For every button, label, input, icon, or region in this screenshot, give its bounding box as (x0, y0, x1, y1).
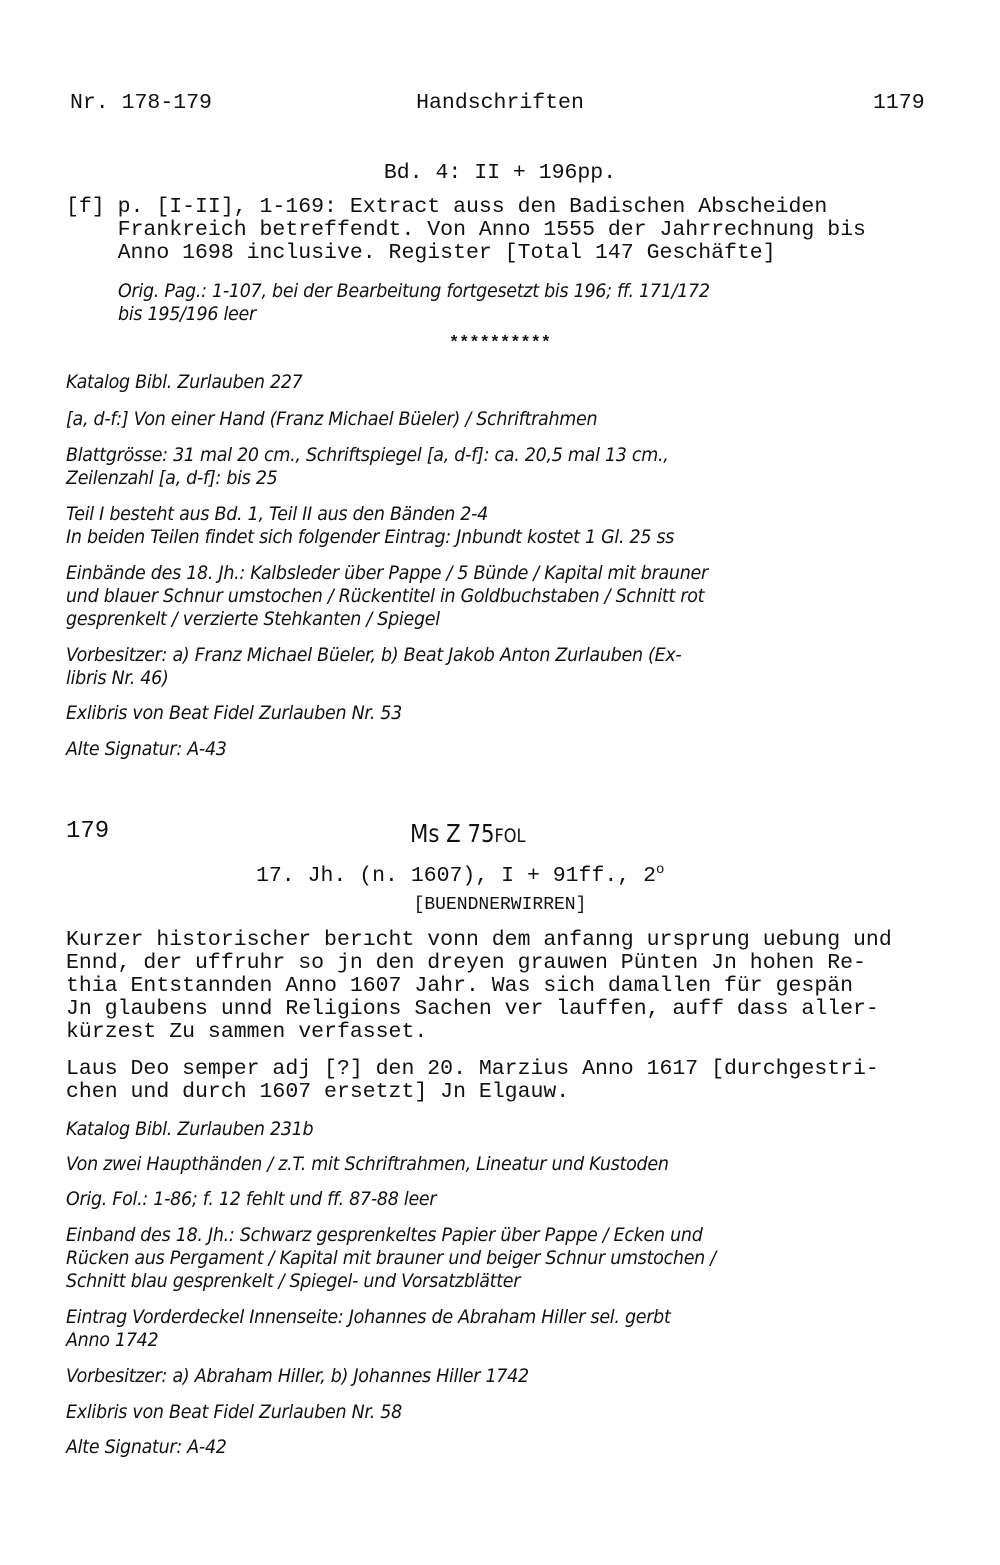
text-line: Frankreich betreffendt. Von Anno 1555 der Jahrrechnung bis (66, 218, 866, 242)
text-line: Anno 1742 (66, 1329, 159, 1351)
text-line: gesprenkelt / verzierte Stehkanten / Spiegel (66, 608, 440, 630)
text-line: Anno 1698 inclusive. Register [Total 147 Geschäfte] (66, 241, 776, 265)
shelfmark (410, 819, 526, 848)
text-line: Kurzer historischer berıcht vonn dem anfanng ursprung uebung und (66, 928, 892, 952)
text-line: Alte Signatur: A-42 (66, 1436, 227, 1458)
text-line: Vorbesitzer: a) Abraham Hiller, b) Johannes Hiller 1742 (66, 1365, 529, 1387)
text-line: kürzest Zu sammen verfasset. (66, 1020, 428, 1044)
header-section-number: Nr. 178-179 (70, 91, 212, 115)
text-line: Rücken aus Pergament / Kapital mit brauner und beiger Schnur umstochen / (66, 1247, 716, 1269)
shelfmark-format: FOL (494, 825, 526, 847)
separator-stars: ********** (448, 334, 552, 353)
text-line: libris Nr. 46) (66, 667, 169, 689)
text-line: chen und durch 1607 ersetzt] Jn Elgauw. (66, 1080, 570, 1104)
shelfmark-text: Ms Z 75 (410, 819, 495, 848)
dating-line (256, 859, 664, 888)
text-line: Laus Deo semper adj [?] den 20. Marzius Anno 1617 [durchgestri- (66, 1057, 879, 1081)
text-line: Schnitt blau gesprenkelt / Spiegel- und Vorsatzblätter (66, 1270, 521, 1292)
text-line: [a, d-f:] Von einer Hand (Franz Michael Büeler) / Schriftrahmen (66, 408, 598, 430)
text-line: Eintrag Vorderdeckel Innenseite: Johannes de Abraham Hiller sel. gerbt (66, 1306, 671, 1328)
text-line: [f] p. [I-II], 1-169: Extract auss den Badischen Abscheiden (66, 195, 828, 219)
text-line: Ennd, der uffruhr so jn den dreyen grauwen Pünten Jn hohen Re- (66, 951, 866, 975)
format-superscript: o (655, 862, 665, 878)
text-line: Katalog Bibl. Zurlauben 231b (66, 1118, 314, 1140)
text-line: Orig. Pag.: 1-107, bei der Bearbeitung fortgesetzt bis 196; ff. 171/172 (118, 280, 710, 302)
header-title: Handschriften (416, 91, 584, 115)
text-line: Exlibris von Beat Fidel Zurlauben Nr. 58 (66, 1401, 402, 1423)
text-line: In beiden Teilen findet sich folgender Eintrag: Jnbundt kostet 1 Gl. 25 ss (66, 526, 675, 548)
header-page-number: 1179 (873, 91, 925, 115)
text-line: Einbände des 18. Jh.: Kalbsleder über Pappe / 5 Bünde / Kapital mit brauner (66, 562, 708, 584)
text-line: Orig. Fol.: 1-86; f. 12 fehlt und ff. 87-88 leer (66, 1188, 437, 1210)
text-line: Einband des 18. Jh.: Schwarz gesprenkeltes Papier über Pappe / Ecken und (66, 1224, 703, 1246)
text-line: Alte Signatur: A-43 (66, 738, 227, 760)
text-line: Exlibris von Beat Fidel Zurlauben Nr. 53 (66, 702, 402, 724)
text-line: Von zwei Haupthänden / z.T. mit Schriftrahmen, Lineatur und Kustoden (66, 1153, 669, 1175)
text-line: Vorbesitzer: a) Franz Michael Büeler, b) Beat Jakob Anton Zurlauben (Ex- (66, 644, 682, 666)
text-line: Teil I besteht aus Bd. 1, Teil II aus den Bänden 2-4 (66, 503, 489, 525)
volume-heading: Bd. 4: II + 196pp. (383, 161, 617, 185)
text-line: thia Entstannden Anno 1607 Jahr. Was sich damallen für gespän (66, 974, 854, 998)
text-line: und blauer Schnur umstochen / Rückentitel in Goldbuchstaben / Schnitt rot (66, 585, 705, 607)
text-line: Jn glaubens unnd Religions Sachen ver lauffen, auff dass aller- (66, 997, 879, 1021)
text-line: Zeilenzahl [a, d-f]: bis 25 (66, 467, 278, 489)
dating-text: 17. Jh. (n. 1607), I + 91ff., 2 (256, 864, 656, 889)
entry-number: 179 (66, 818, 110, 845)
text-line: Katalog Bibl. Zurlauben 227 (66, 371, 303, 393)
text-line: Blattgrösse: 31 mal 20 cm., Schriftspiegel [a, d-f]: ca. 20,5 mal 13 cm., (66, 444, 669, 466)
entry-title: [BUENDNERWIRREN] (413, 895, 587, 915)
text-line: bis 195/196 leer (118, 303, 256, 325)
